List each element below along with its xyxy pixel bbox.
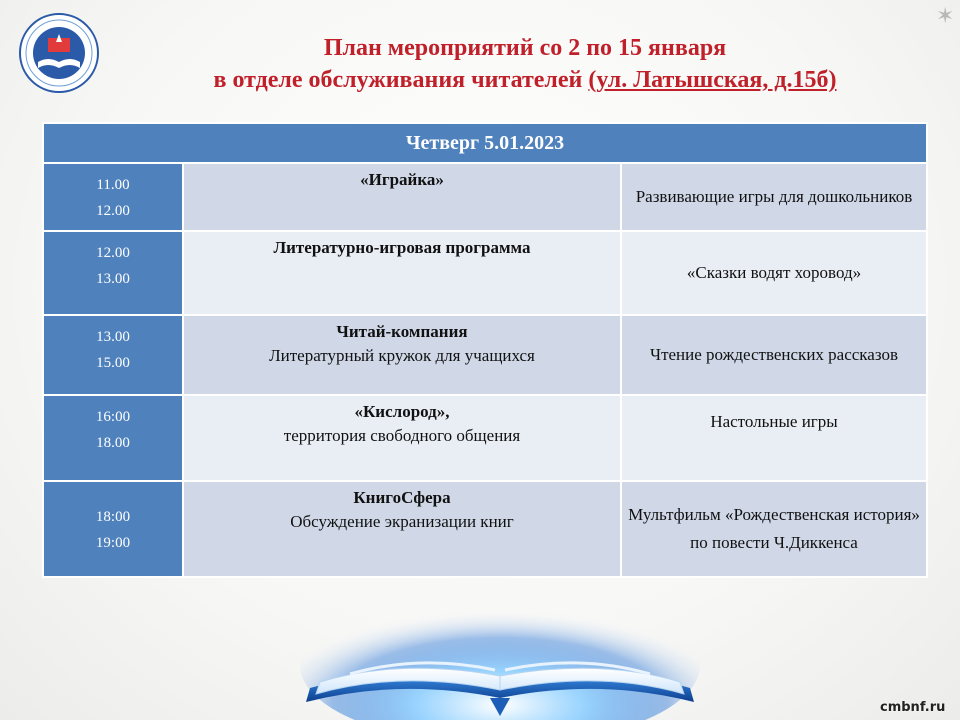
time-cell [43, 315, 183, 395]
event-cell [183, 315, 621, 395]
event-subtitle: Обсуждение экранизации книг [290, 512, 514, 531]
event-title: Литературно-игровая программа [273, 238, 531, 257]
open-book-illustration [290, 570, 710, 720]
event-cell [183, 231, 621, 315]
event-subtitle: Литературный кружок для учащихся [269, 346, 535, 365]
page-title [110, 32, 940, 96]
event-subtitle: территория свободного общения [283, 426, 521, 445]
event-title: «Играйка» [360, 170, 444, 189]
table-row [43, 231, 927, 315]
event-cell [183, 163, 621, 231]
event-title: «Кислород», [354, 402, 450, 421]
title-line-2-prefix: в отделе обслуживания читателей [213, 67, 589, 93]
time-cell [43, 395, 183, 481]
description-cell: «Сказки водят хоровод» [621, 231, 927, 315]
star-icon: ✶ [936, 4, 955, 29]
table-row [43, 395, 927, 481]
time-end: 19:00 [95, 535, 131, 551]
time-start: 13.00 [96, 329, 130, 345]
day-header: Четверг 5.01.2023 [43, 123, 927, 163]
title-line-1: План мероприятий со 2 по 15 января [323, 35, 727, 61]
title-address: (ул. Латышская, д.15б) [588, 67, 837, 93]
time-start: 18:00 [95, 509, 131, 525]
title-line-2 [110, 64, 940, 96]
time-start: 16:00 [95, 409, 131, 425]
time-cell [43, 163, 183, 231]
table-row [43, 163, 927, 231]
description-cell: Развивающие игры для дошкольников [621, 163, 927, 231]
event-cell [183, 395, 621, 481]
time-end: 13.00 [96, 271, 130, 287]
time-start: 12.00 [96, 245, 130, 261]
description-cell: Настольные игры [621, 395, 927, 481]
time-cell [43, 231, 183, 315]
description-cell: Мультфильм «Рождественская история» по повести Ч.Диккенса [621, 481, 927, 577]
table-row [43, 315, 927, 395]
time-start: 11.00 [96, 177, 130, 193]
event-title: КнигоСфера [353, 488, 451, 507]
watermark: cmbnf.ru [880, 700, 946, 715]
table-row [43, 481, 927, 577]
time-cell [43, 481, 183, 577]
time-end: 12.00 [96, 203, 130, 219]
event-cell [183, 481, 621, 577]
time-end: 15.00 [96, 355, 130, 371]
time-end: 18.00 [96, 435, 130, 451]
library-logo [18, 12, 100, 94]
event-title: Читай-компания [336, 322, 468, 341]
schedule-table [42, 122, 928, 578]
description-cell: Чтение рождественских рассказов [621, 315, 927, 395]
